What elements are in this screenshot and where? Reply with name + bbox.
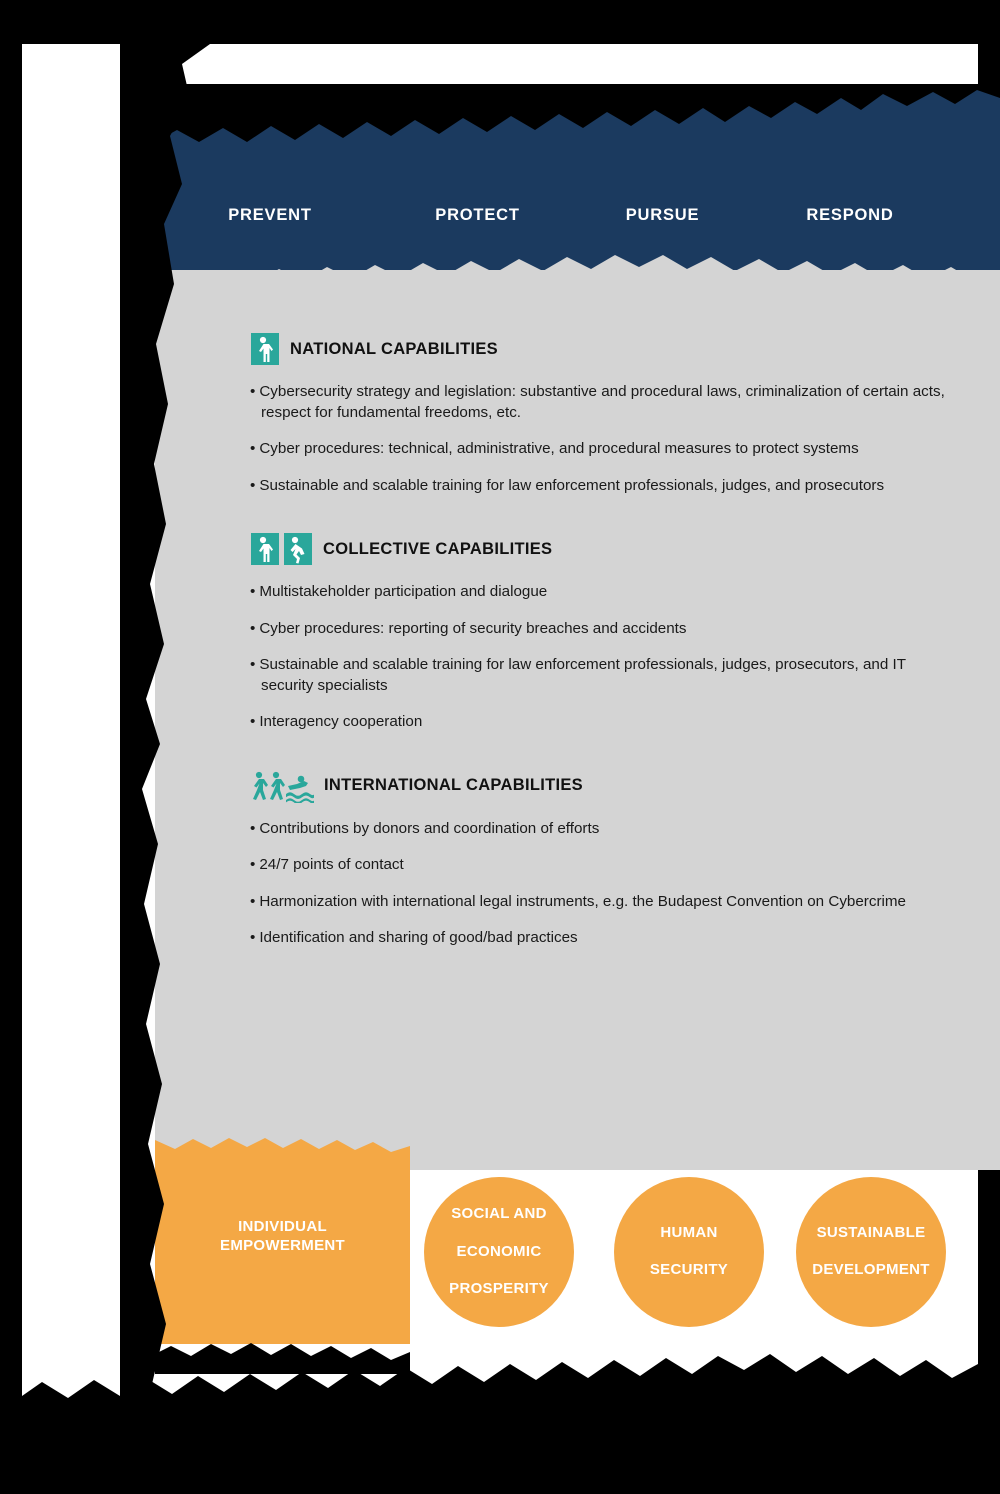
outcome-label-line1: SUSTAINABLE [816,1223,926,1241]
section-title: NATIONAL CAPABILITIES [290,339,498,358]
phases-band [155,84,1000,299]
section-header [250,532,950,566]
torn-edge-bottom [22,1330,978,1450]
outcome-social-economic-prosperity[interactable] [424,1177,574,1327]
phase-label-prevent[interactable]: PREVENT [228,206,312,224]
outcome-individual-empowerment[interactable] [155,1218,410,1256]
phase-label-pursue[interactable]: PURSUE [625,206,700,224]
outcome-label-line1: HUMAN [660,1223,718,1241]
section-collective-capabilities [250,532,950,733]
bullet-text: Cybersecurity strategy and legislation: substantive and procedural laws, criminalization of certain acts, respect for fundamental freedoms, etc. [259,383,945,421]
bullet-item: • Identification and sharing of good/bad practices [250,929,578,947]
outcome-sustainable-development[interactable] [796,1177,946,1327]
bullet-item: • Sustainable and scalable training for law enforcement professionals, judges, and prosecutors [250,476,885,494]
outcome-label-line2: EMPOWERMENT [220,1236,345,1254]
bullet-text: 24/7 points of contact [259,856,404,874]
outcome-label-line3: PROSPERITY [449,1280,549,1298]
bullet-text: Interagency cooperation [259,713,423,731]
bullet-text: Identification and sharing of good/bad practices [259,929,578,947]
bullet-text: Cyber procedures: technical, administrative, and procedural measures to protect systems [259,440,859,458]
section-title: INTERNATIONAL CAPABILITIES [324,776,583,795]
torn-edge-top [155,84,1000,144]
phase-label-row [155,206,1000,225]
outcome-human-security[interactable] [614,1177,764,1327]
single-person-door-icon [250,332,280,366]
bullet-text: Harmonization with international legal instruments, e.g. the Budapest Convention on Cybercrime [259,892,906,910]
outcome-label-line1: SOCIAL AND [451,1205,547,1223]
bullet-text: Sustainable and scalable training for law enforcement professionals, judges, and prosecutors [259,476,885,494]
bullet-item: • Contributions by donors and coordination of efforts [250,819,600,837]
two-people-doors-icon [250,532,313,566]
bullet-item: • Sustainable and scalable training for law enforcement professionals, judges, prosecutors, and IT security specialists [250,656,906,694]
bullet-item: • Interagency cooperation [250,713,423,731]
section-header [250,769,950,803]
bullet-item: • Cyber procedures: technical, administrative, and procedural measures to protect systems [250,440,859,458]
outcome-label-line2: ECONOMIC [456,1242,542,1260]
outcome-label-line1: INDIVIDUAL [238,1218,327,1235]
section-title: COLLECTIVE CAPABILITIES [323,539,553,558]
bullet-text: Contributions by donors and coordination of efforts [259,819,600,837]
section-header [250,332,950,366]
bullet-item: • Cybersecurity strategy and legislation: substantive and procedural laws, criminalization of certain acts, respect for fundamental freedoms, etc. [250,383,945,421]
outcome-label-line2: SECURITY [649,1261,729,1279]
bullet-item: • Harmonization with international legal instruments, e.g. the Budapest Convention on Cybercrime [250,892,906,910]
bullet-text: Multistakeholder participation and dialogue [259,583,548,601]
bullet-text: Sustainable and scalable training for law enforcement professionals, judges, prosecutors, and IT security specialists [259,656,906,694]
phase-label-protect[interactable]: PROTECT [435,206,520,224]
bullet-item: • 24/7 points of contact [250,856,404,874]
people-crossing-water-icon [250,769,314,803]
bullet-item: • Cyber procedures: reporting of security breaches and accidents [250,619,687,637]
outcome-label-line2: DEVELOPMENT [812,1261,930,1279]
capabilities-content [250,332,950,949]
bullet-text: Cyber procedures: reporting of security breaches and accidents [259,619,687,637]
section-international-capabilities [250,769,950,949]
section-national-capabilities [250,332,950,496]
capabilities-panel [155,270,1000,1170]
bullet-item: • Multistakeholder participation and dialogue [250,583,548,601]
phase-label-respond[interactable]: RESPOND [806,206,894,224]
